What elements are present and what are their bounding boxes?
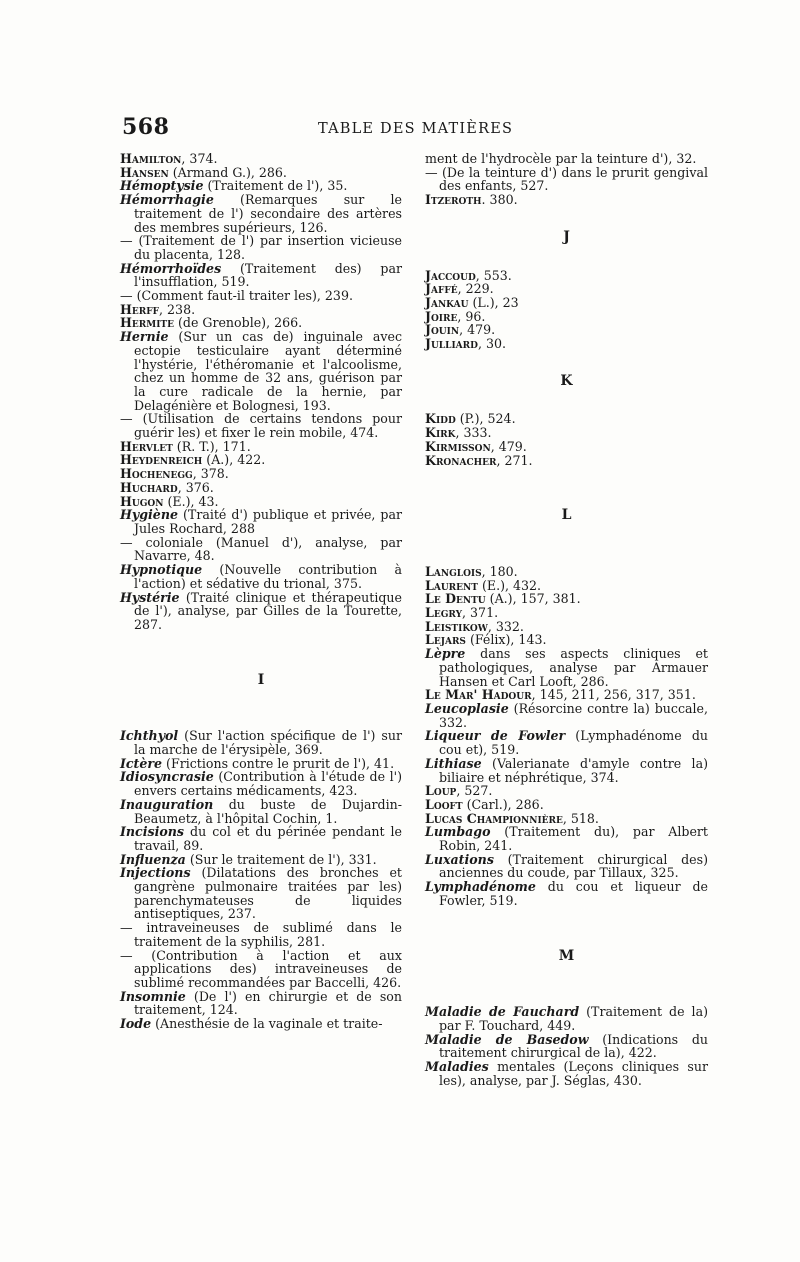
- entry-heading: Lèpre: [425, 646, 466, 662]
- index-entry: [120, 729, 402, 756]
- index-entry: [120, 166, 402, 180]
- entry-heading: Jankau: [425, 294, 469, 310]
- entry-text: du cou et liqueur de Fowler, 519.: [439, 879, 708, 908]
- entry-heading: Hervlet: [120, 438, 173, 454]
- index-entry: [120, 440, 402, 454]
- index-entry: [425, 166, 708, 193]
- entry-text: (Résorcine contre la) buccale, 332.: [439, 700, 708, 730]
- entry-heading: Liqueur de Fowler: [425, 728, 566, 744]
- entry-heading: Hémoptysie: [120, 178, 204, 194]
- entry-text: , 479.: [490, 438, 527, 454]
- entry-text: (Traité d') publique et privée, par Jules Rochard, 288: [134, 507, 402, 536]
- index-entry: [425, 592, 708, 606]
- index-entry: [120, 591, 402, 632]
- entry-heading: Lucas Championnière: [425, 810, 563, 826]
- index-entry: [425, 193, 708, 207]
- index-entry: [120, 481, 402, 495]
- entry-text: (Armand G.), 286.: [168, 164, 287, 180]
- entry-heading: Influenza: [120, 851, 186, 867]
- entry-heading: Inauguration: [120, 796, 214, 812]
- index-entry: [120, 866, 402, 921]
- entry-text: — (Utilisation de certains tendons pour guérir les) et fixer le rein mobile, 474.: [120, 411, 402, 441]
- entry-heading: Leistikow: [425, 618, 488, 634]
- index-entry: [425, 729, 708, 756]
- entry-text: (Nouvelle contribution à l'action) et sédative du trional, 375.: [134, 562, 402, 591]
- entry-text: . 380.: [481, 192, 518, 208]
- entry-text: (Sur le traitement de l'), 331.: [185, 851, 377, 867]
- entry-heading: Hystérie: [120, 589, 180, 605]
- entry-heading: Luxations: [425, 851, 494, 867]
- entry-text: (Frictions contre le prurit de l'), 41.: [162, 755, 395, 771]
- entry-text: du col et du périnée pendant le travail, 89.: [134, 824, 402, 853]
- entry-text: (Remarques sur le traitement de l') secondaire des artères des membres supérieurs, 126.: [134, 192, 402, 235]
- index-entry: [425, 454, 708, 468]
- entry-text: , 180.: [481, 563, 518, 579]
- entry-text: (Traitement du), par Albert Robin, 241.: [439, 824, 708, 854]
- entry-heading: Lejars: [425, 632, 466, 648]
- entry-text: (Traité clinique et thérapeutique de l'), analyse, par Gilles de la Tourette, 287.: [134, 589, 402, 632]
- entry-text: — (De la teinture d') dans le prurit gengival des enfants, 527.: [425, 164, 708, 194]
- index-entry: [425, 702, 708, 729]
- index-entry: [120, 990, 402, 1017]
- entry-text: , 30.: [477, 336, 506, 352]
- index-entry: [425, 633, 708, 647]
- entry-text: (A.), 157, 381.: [485, 591, 581, 607]
- entry-heading: Jouin: [425, 322, 460, 338]
- section-letter: L: [561, 507, 572, 524]
- entry-text: , 378.: [192, 466, 229, 482]
- entry-heading: Herff: [120, 301, 160, 317]
- entry-text: (R. T.), 171.: [172, 438, 251, 454]
- entry-text: — (Traitement de l') par insertion vicieuse du placenta, 128.: [120, 233, 402, 262]
- section-letter: J: [563, 228, 570, 245]
- entry-text: (L.), 23: [468, 294, 519, 310]
- entry-heading: Kirk: [425, 425, 456, 441]
- index-entry: [120, 453, 402, 467]
- entry-text: , 518.: [562, 810, 599, 826]
- entry-text: , 238.: [159, 301, 196, 317]
- index-entry: [425, 426, 708, 440]
- entry-text: , 553.: [475, 267, 512, 283]
- left-column: [120, 152, 402, 1031]
- entry-heading: Laurent: [425, 577, 478, 593]
- entry-heading: Le Dentu: [425, 591, 486, 607]
- entry-text: (De l') en chirurgie et de son traitement, 124.: [134, 988, 402, 1018]
- entry-text: , 376.: [177, 479, 214, 495]
- entry-text: — (Comment faut-il traiter les), 239.: [120, 288, 353, 304]
- entry-heading: Kidd: [425, 411, 456, 427]
- index-entry: [120, 193, 402, 234]
- entry-heading: Maladie de Fauchard: [425, 1004, 580, 1020]
- entry-text: (Traitement des) par l'insufflation, 519.: [134, 260, 402, 290]
- index-entry: [120, 921, 402, 948]
- index-entry: [425, 620, 708, 634]
- entry-heading: Huchard: [120, 479, 178, 495]
- right-column: [425, 152, 708, 1087]
- index-entry: [120, 316, 402, 330]
- index-entry: [120, 770, 402, 797]
- index-entry: [425, 798, 708, 812]
- entry-text: , 271.: [496, 452, 533, 468]
- entry-heading: Kronacher: [425, 452, 497, 468]
- entry-heading: Heydenreich: [120, 452, 203, 468]
- entry-heading: Hémorrhoïdes: [120, 260, 222, 276]
- index-entry: [120, 949, 402, 990]
- index-entry: [425, 757, 708, 784]
- entry-text: du buste de Dujardin-Beaumetz, à l'hôpital Cochin, 1.: [134, 796, 402, 826]
- index-entry: [425, 310, 708, 324]
- index-entry: [120, 289, 402, 303]
- entry-heading: Hernie: [120, 329, 169, 345]
- entry-text: (Valerianate d'amyle contre la) biliaire et néphrétique, 374.: [439, 755, 708, 785]
- index-entry: [425, 606, 708, 620]
- index-entry: [425, 579, 708, 593]
- entry-text: (Carl.), 286.: [462, 796, 544, 812]
- entry-heading: Lithiase: [425, 755, 482, 771]
- entry-text: — (Contribution à l'action et aux applications des) intraveineuses de sublimé recommandées par Baccelli, 426.: [120, 947, 402, 990]
- index-entry: [425, 296, 708, 310]
- entry-text: dans ses aspects cliniques et pathologiques, analyse par Armauer Hansen et Carl Looft, 286.: [439, 646, 708, 689]
- index-entry: [425, 853, 708, 880]
- index-entry: [120, 467, 402, 481]
- entry-heading: Looft: [425, 796, 463, 812]
- entry-text: — intraveineuses de sublimé dans le traitement de la syphilis, 281.: [120, 920, 402, 949]
- index-entry: [425, 880, 708, 907]
- index-entry: [425, 440, 708, 454]
- index-entry: [425, 412, 708, 426]
- entry-text: (Traitement de l'), 35.: [203, 178, 348, 194]
- running-head: TABLE DES MATIÈRES: [318, 121, 514, 137]
- index-entry: [425, 152, 708, 166]
- index-entry: [120, 536, 402, 563]
- entry-heading: Maladies: [425, 1059, 489, 1075]
- entry-heading: Ichthyol: [120, 728, 179, 744]
- entry-heading: Hygiène: [120, 507, 178, 523]
- index-entry: [120, 563, 402, 590]
- entry-text: (Sur un cas de) inguinale avec ectopie testiculaire ayant déterminé l'hystérie, l'éthéromanie et l'alcoolisme, chez un homme de 32 ans, guérison par la cure radicale de la hernie, par Delagénière et Bolognesi, 193.: [134, 329, 402, 413]
- entry-heading: Itzeroth: [425, 192, 482, 208]
- entry-heading: Ictère: [120, 755, 163, 771]
- index-entry: [120, 495, 402, 509]
- entry-text: (Indications du traitement chirurgical de la), 422.: [439, 1031, 708, 1061]
- entry-text: , 371.: [462, 605, 499, 621]
- entry-heading: Le Mar' Hadour: [425, 687, 532, 703]
- entry-text: (Traitement de la) par F. Touchard, 449.: [439, 1004, 708, 1033]
- index-entry: [120, 152, 402, 166]
- entry-text: — coloniale (Manuel d'), analyse, par Navarre, 48.: [120, 534, 402, 564]
- entry-heading: Idiosyncrasie: [120, 769, 214, 785]
- entry-text: (de Grenoble), 266.: [173, 315, 303, 331]
- entry-heading: Langlois: [425, 563, 482, 579]
- entry-heading: Hypnotique: [120, 562, 203, 578]
- section-letter: M: [558, 947, 575, 964]
- index-entry: [120, 798, 402, 825]
- index-entry: [425, 282, 708, 296]
- index-entry: [120, 303, 402, 317]
- index-entry: [120, 234, 402, 261]
- entry-text: (Dilatations des bronches et gangrène pulmonaire traitées par les) parenchymateuses de liquides antiseptiques, 237.: [134, 865, 402, 922]
- entry-heading: Hamilton: [120, 151, 182, 166]
- index-entry: [425, 784, 708, 798]
- entry-text: , 527.: [456, 783, 493, 799]
- index-entry: [120, 825, 402, 852]
- index-entry: [425, 269, 708, 283]
- entry-heading: Hochenegg: [120, 466, 193, 482]
- index-entry: [425, 647, 708, 688]
- entry-heading: Hermite: [120, 315, 174, 331]
- index-entry: [425, 1005, 708, 1032]
- entry-text: , 333.: [455, 425, 492, 441]
- index-entry: [120, 757, 402, 771]
- index-entry: [425, 337, 708, 351]
- entry-heading: Leucoplasie: [425, 700, 509, 716]
- index-entry: [425, 323, 708, 337]
- index-entry: [120, 508, 402, 535]
- entry-text: (Anesthésie de la vaginale et traite-: [151, 1016, 383, 1032]
- index-entry: [120, 412, 402, 439]
- entry-heading: Iode: [120, 1016, 152, 1032]
- entry-text: , 229.: [457, 281, 494, 297]
- entry-text: ment de l'hydrocèle par la teinture d'), 32.: [425, 151, 697, 166]
- entry-heading: Jaffé: [425, 281, 458, 297]
- index-entry: [425, 1033, 708, 1060]
- entry-heading: Injections: [120, 865, 191, 881]
- entry-heading: Maladie de Basedow: [425, 1031, 589, 1047]
- entry-heading: Hugon: [120, 493, 164, 509]
- index-entry: [425, 1060, 708, 1087]
- page-number: 568: [122, 114, 170, 140]
- entry-text: (Contribution à l'étude de l') envers certains médicaments, 423.: [134, 769, 402, 799]
- section-letter: I: [257, 671, 265, 688]
- entry-text: (Lymphadénome du cou et), 519.: [439, 728, 708, 758]
- entry-text: (Sur l'action spécifique de l') sur la marche de l'érysipèle, 369.: [134, 728, 402, 758]
- entry-text: , 332.: [487, 618, 524, 634]
- entry-heading: Joire: [425, 308, 458, 324]
- index-entry: [120, 179, 402, 193]
- entry-text: (Félix), 143.: [465, 632, 547, 648]
- entry-heading: Hémorrhagie: [120, 192, 214, 208]
- index-entry: [120, 330, 402, 412]
- entry-heading: Incisions: [120, 824, 185, 840]
- entry-heading: Julliard: [425, 336, 478, 352]
- entry-text: (E.), 43.: [163, 493, 219, 509]
- entry-text: mentales (Leçons cliniques sur les), analyse, par J. Séglas, 430.: [439, 1059, 708, 1088]
- entry-text: (P.), 524.: [455, 411, 516, 427]
- entry-heading: Loup: [425, 783, 457, 799]
- entry-text: , 145, 211, 256, 317, 351.: [531, 687, 696, 703]
- section-letter: K: [560, 372, 573, 389]
- entry-heading: Insomnie: [120, 988, 186, 1004]
- entry-heading: Lumbago: [425, 824, 491, 840]
- entry-heading: Legry: [425, 605, 463, 621]
- entry-text: , 374.: [181, 151, 218, 166]
- index-entry: [120, 262, 402, 289]
- index-entry: [120, 853, 402, 867]
- entry-heading: Kirmisson: [425, 438, 491, 454]
- entry-heading: Lymphadénome: [425, 879, 536, 895]
- index-entry: [425, 565, 708, 579]
- entry-text: (A.), 422.: [202, 452, 266, 468]
- index-entry: [425, 812, 708, 826]
- entry-text: (Traitement chirurgical des) anciennes du coude, par Tillaux, 325.: [439, 851, 708, 881]
- entry-heading: Hansen: [120, 164, 169, 180]
- index-entry: [425, 825, 708, 852]
- entry-text: , 479.: [459, 322, 496, 338]
- entry-text: , 96.: [457, 308, 486, 324]
- index-entry: [425, 688, 708, 702]
- entry-heading: Jaccoud: [425, 267, 476, 283]
- index-entry: [120, 1017, 402, 1031]
- entry-text: (E.), 432.: [477, 577, 542, 593]
